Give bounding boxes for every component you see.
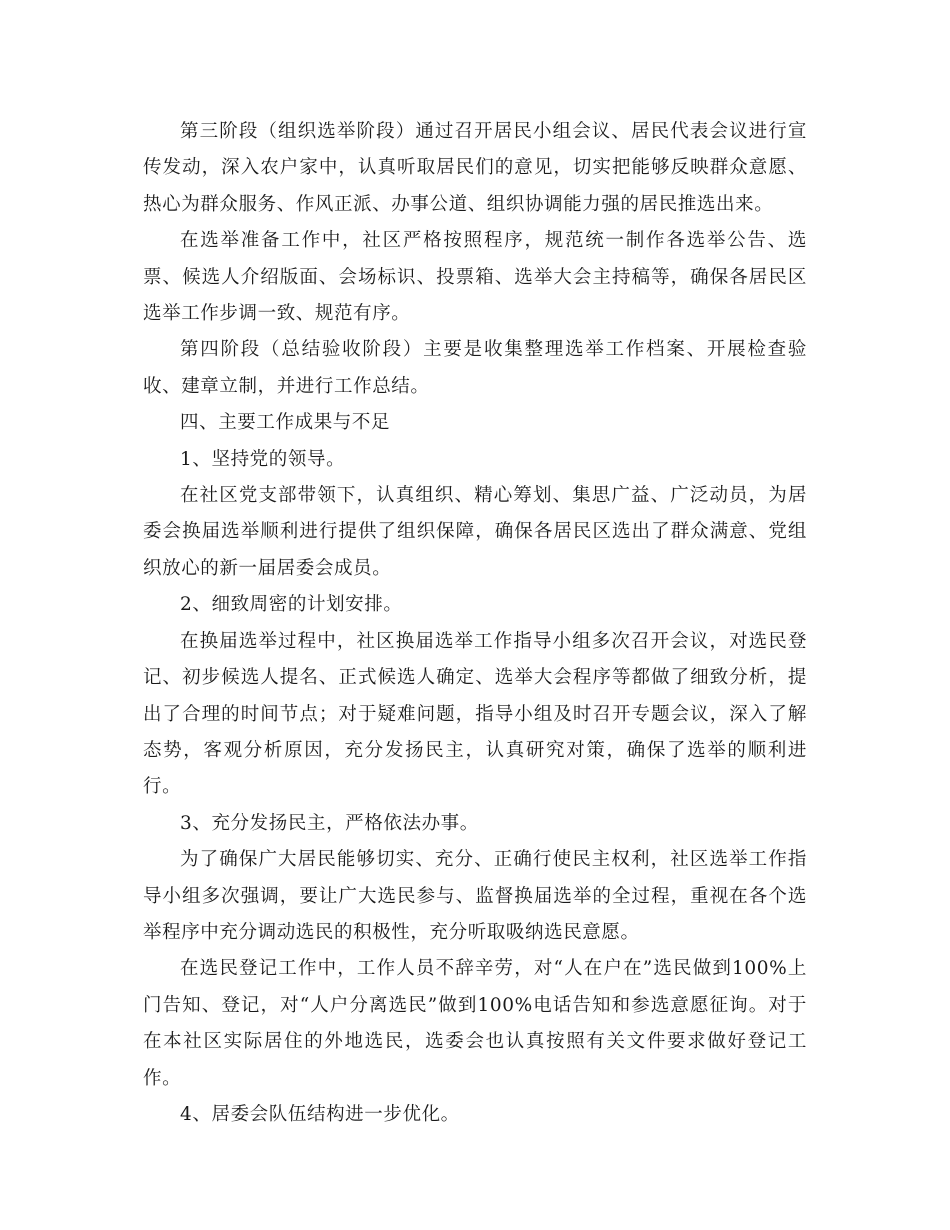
item-heading-4: 4、居委会队伍结构进一步优化。: [180, 1103, 460, 1125]
item-heading-3: 3、充分发扬民主，严格依法办事。: [180, 812, 479, 834]
paragraph-planning: 在换届选举过程中，社区换届选举工作指导小组多次召开会议，对选民登记、初步候选人提名、正式候选人确定、选举大会程序等都做了细致分析，提出了合理的时间节点；对于疑难问题，指导小组及时召开专题会议，深入了解态势，客观分析原因，充分发扬民主，认真研究对策，确保了选举的顺利进行。: [143, 630, 807, 798]
paragraph-democracy: 为了确保广大居民能够切实、充分、正确行使民主权利，社区选举工作指导小组多次强调，要让广大选民参与、监督换届选举的全过程，重视在各个选举程序中充分调动选民的积极性，充分听取吸纳选民意愿。: [143, 849, 807, 943]
document-body: [143, 114, 807, 1133]
section-heading-results: 四、主要工作成果与不足: [180, 412, 391, 434]
paragraph-party-leadership: 在社区党支部带领下，认真组织、精心筹划、集思广益、广泛动员，为居委会换届选举顺利进行提供了组织保障，确保各居民区选出了群众满意、党组织放心的新一届居委会成员。: [143, 485, 807, 579]
item-heading-1: 1、坚持党的领导。: [180, 448, 346, 470]
paragraph-voter-registration: 在选民登记工作中，工作人员不辞辛劳，对“人在户在”选民做到100%上门告知、登记，对“人户分离选民”做到100%电话告知和参选意愿征询。对于在本社区实际居住的外地选民，选委会也认真按照有关文件要求做好登记工作。: [143, 958, 807, 1089]
paragraph-stage-three: 第三阶段（组织选举阶段）通过召开居民小组会议、居民代表会议进行宣传发动，深入农户家中，认真听取居民们的意见，切实把能够反映群众意愿、热心为群众服务、作风正派、办事公道、组织协调能力强的居民推选出来。: [143, 121, 807, 215]
paragraph-election-preparation: 在选举准备工作中，社区严格按照程序，规范统一制作各选举公告、选票、候选人介绍版面、会场标识、投票箱、选举大会主持稿等，确保各居民区选举工作步调一致、规范有序。: [143, 230, 807, 325]
paragraph-stage-four: 第四阶段（总结验收阶段）主要是收集整理选举工作档案、开展检查验收、建章立制，并进行工作总结。: [143, 339, 807, 397]
item-heading-2: 2、细致周密的计划安排。: [180, 594, 403, 616]
